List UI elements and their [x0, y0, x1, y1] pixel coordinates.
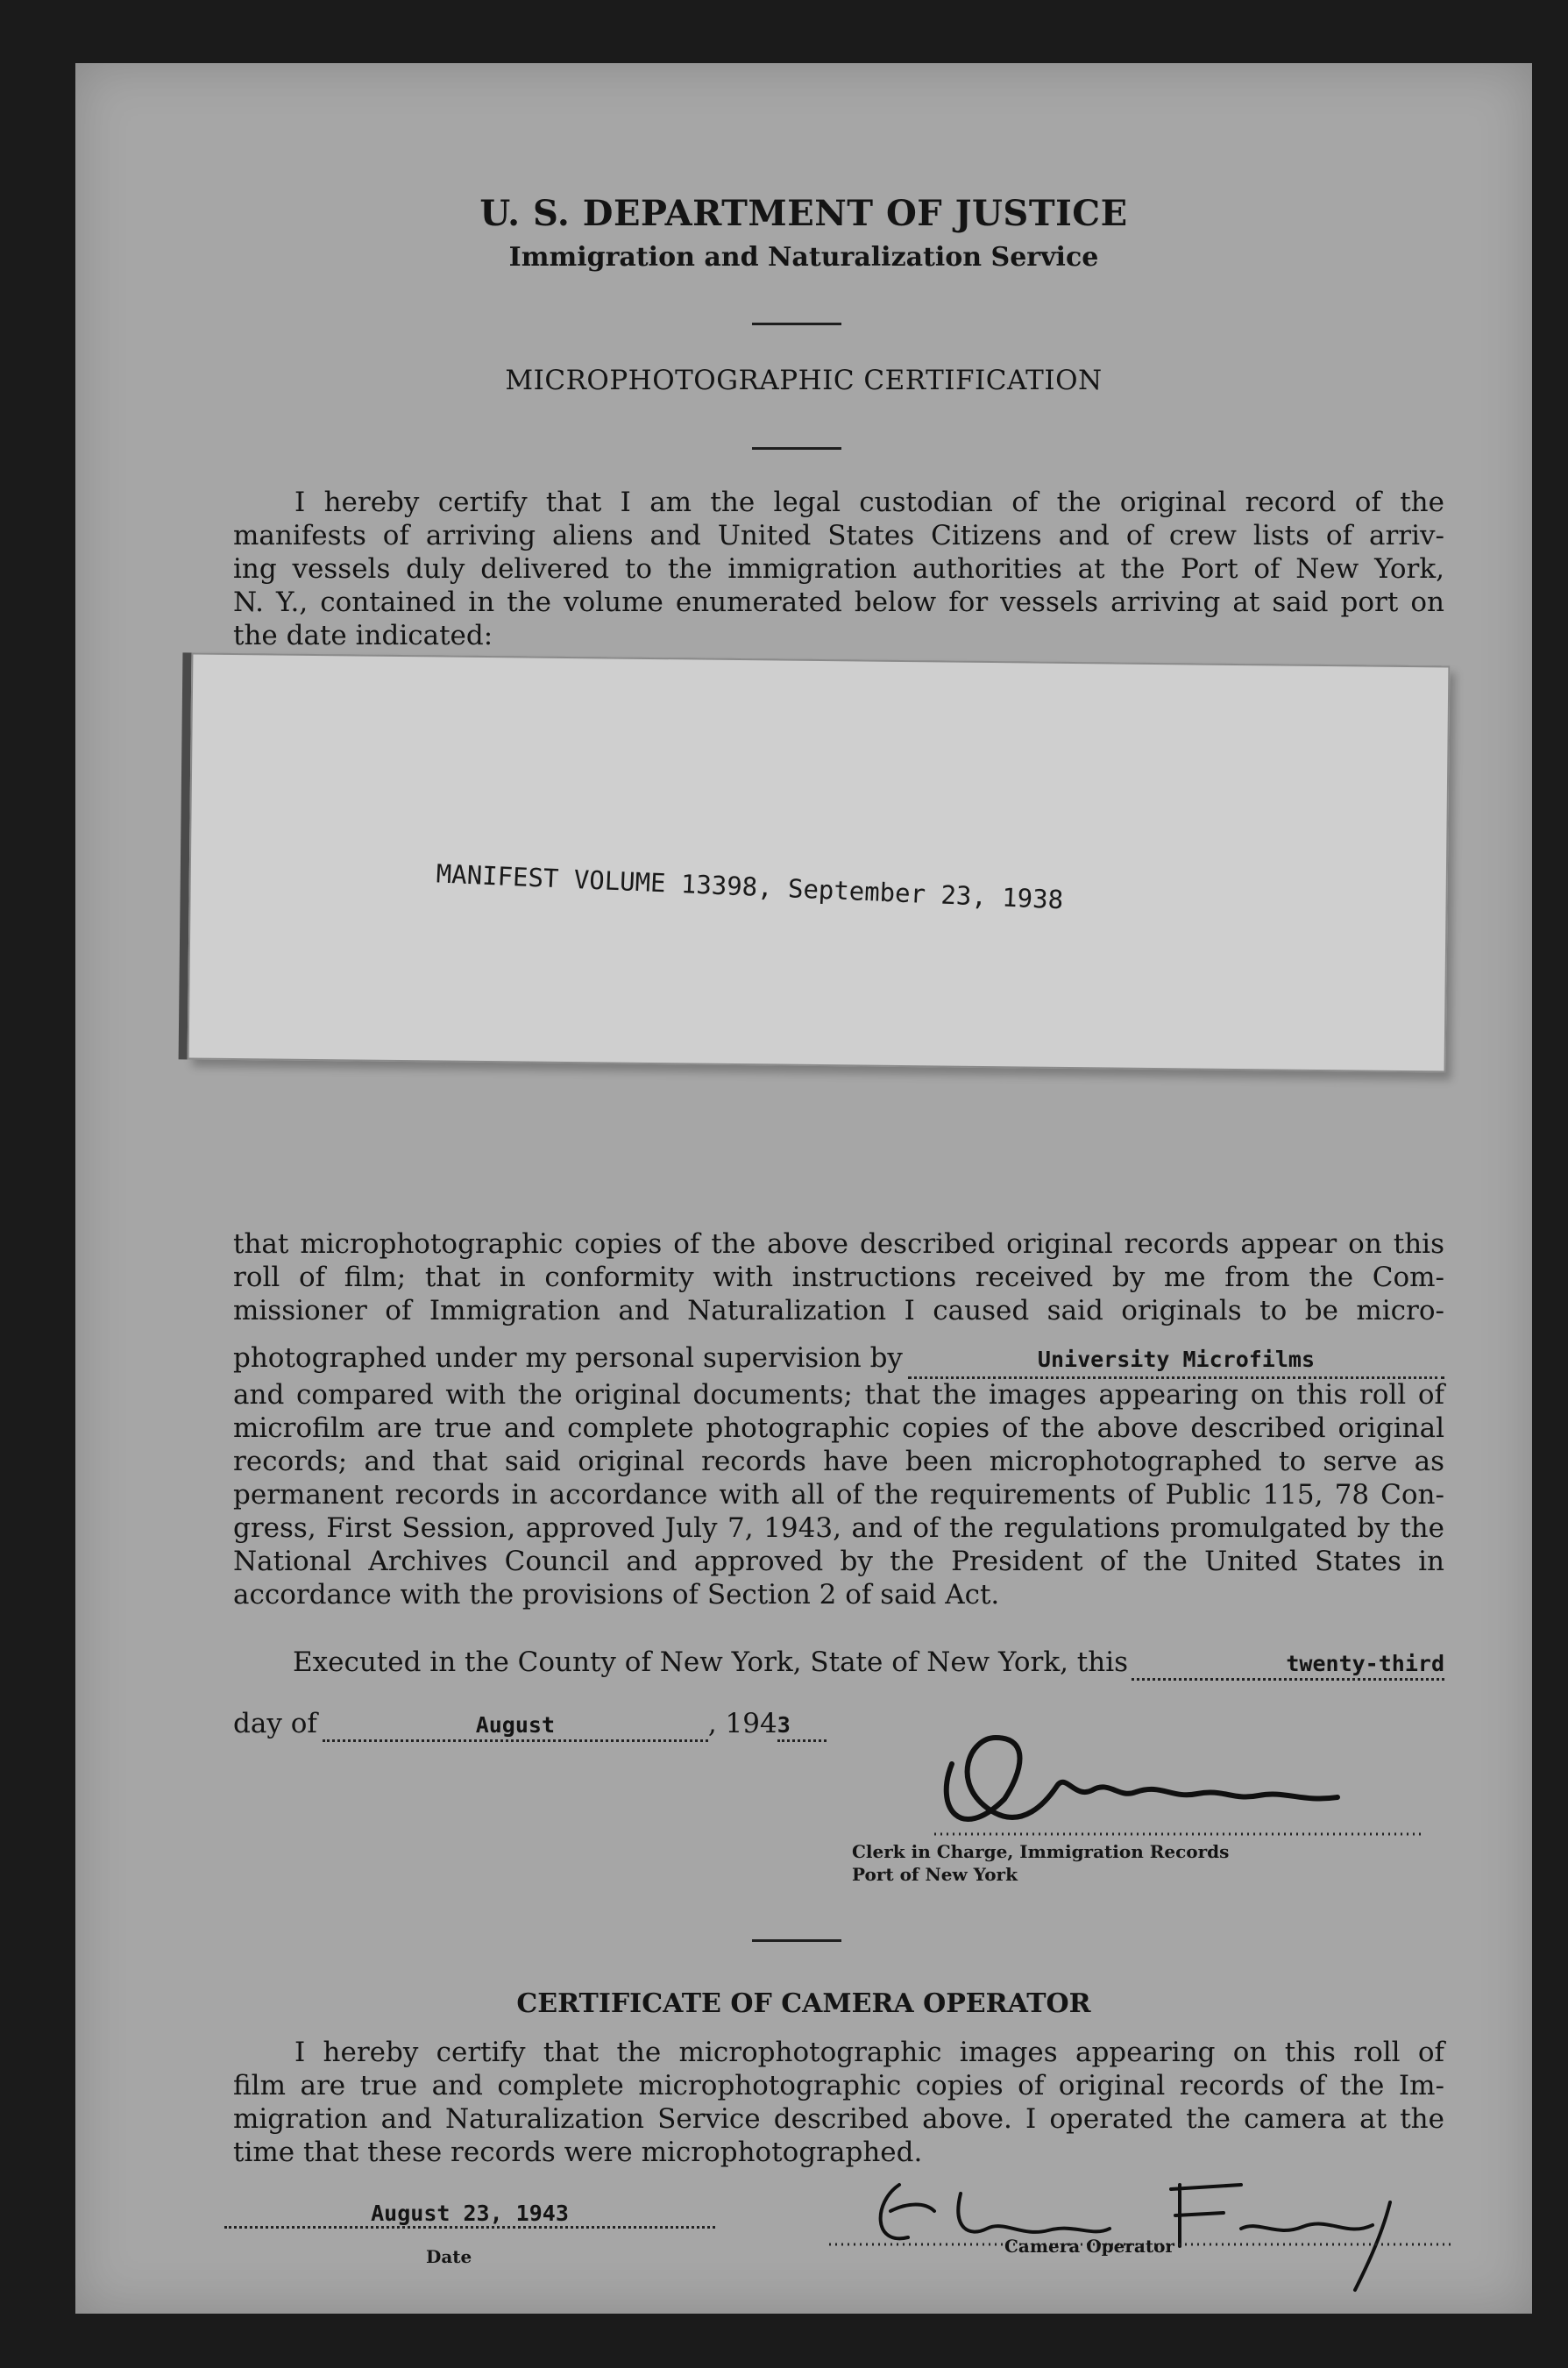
intro-line: I hereby certify that I am the legal custodian of the original record of the — [294, 487, 1444, 518]
body-paragraph-a — [233, 1227, 1444, 1327]
body-line: roll of film; that in conformity with instructions received by me from the Com- — [233, 1262, 1444, 1293]
body-line: gress, First Session, approved July 7, 1943, and of the regulations promulgated by the — [233, 1512, 1444, 1544]
day-field — [1132, 1646, 1444, 1681]
body-paragraph-b — [233, 1378, 1444, 1611]
camera-operator-signature — [829, 2150, 1460, 2290]
date-executed-line — [233, 1708, 827, 1742]
service-subheading: Immigration and Naturalization Service — [508, 242, 1099, 273]
camera-line: migration and Naturalization Service described above. I operated the camera at the — [233, 2103, 1444, 2135]
camera-line: film are true and complete microphotographic copies of original records of the Im- — [233, 2070, 1444, 2101]
divider-third — [752, 1939, 841, 1942]
day-of-label: day of — [233, 1708, 317, 1739]
supervision-line — [233, 1341, 1444, 1379]
body-line: National Archives Council and approved by the President of the United States in — [233, 1546, 1444, 1577]
month-field — [323, 1708, 708, 1742]
day-value: twenty-third — [1286, 1651, 1444, 1676]
intro-line: N. Y., contained in the volume enumerated below for vessels arriving at said port on — [233, 587, 1444, 618]
executed-prefix: Executed in the County of New York, State of New York, this — [293, 1646, 1129, 1678]
body-line: microfilm are true and complete photographic copies of the above described original — [233, 1412, 1444, 1444]
camera-date-value: August 23, 1943 — [371, 2201, 569, 2226]
camera-line: I hereby certify that the microphotographic images appearing on this roll of — [294, 2037, 1444, 2068]
body-line: accordance with the provisions of Section 2 of said Act. — [233, 1579, 1000, 1611]
year-field — [777, 1708, 827, 1742]
manifest-slip — [188, 652, 1451, 1072]
body-line: permanent records in accordance with all of the requirements of Public 115, 78 Con- — [233, 1479, 1444, 1511]
intro-line: manifests of arriving aliens and United States Citizens and of crew lists of arriv- — [233, 520, 1444, 551]
intro-line: the date indicated: — [233, 620, 493, 651]
camera-date-field — [224, 2201, 715, 2229]
intro-line: ing vessels duly delivered to the immigration authorities at the Port of New York, — [233, 553, 1444, 585]
year-value: 3 — [777, 1712, 791, 1738]
camera-certificate-title: CERTIFICATE OF CAMERA OPERATOR — [516, 1988, 1091, 2019]
supervision-field — [908, 1341, 1444, 1379]
certification-title: MICROPHOTOGRAPHIC CERTIFICATION — [505, 365, 1103, 396]
divider-second — [752, 447, 841, 450]
supervision-value: University Microfilms — [1037, 1347, 1315, 1372]
camera-line: time that these records were microphotographed. — [233, 2137, 923, 2168]
year-prefix: , 194 — [707, 1708, 777, 1739]
intro-paragraph — [233, 486, 1444, 652]
manifest-volume-text: MANIFEST VOLUME 13398, September 23, 1938 — [436, 858, 1064, 915]
executed-line — [293, 1646, 1444, 1681]
divider-top — [752, 323, 841, 325]
certificate-page — [75, 63, 1532, 2314]
supervision-prefix: photographed under my personal supervision by — [233, 1342, 903, 1374]
clerk-title-line2: Port of New York — [852, 1864, 1018, 1885]
clerk-title-line1: Clerk in Charge, Immigration Records — [852, 1841, 1230, 1862]
body-line: missioner of Immigration and Naturalization I caused said originals to be micro- — [233, 1295, 1444, 1326]
agency-heading: U. S. DEPARTMENT OF JUSTICE — [479, 193, 1128, 234]
camera-date-label: Date — [426, 2246, 472, 2267]
body-line: and compared with the original documents; that the images appearing on this roll of — [233, 1379, 1444, 1411]
month-value: August — [475, 1712, 555, 1738]
body-line: records; and that said original records have been microphotographed to serve as — [233, 1446, 1444, 1477]
clerk-signature — [899, 1703, 1443, 1843]
camera-operator-label: Camera Operator — [1004, 2236, 1174, 2257]
body-line: that microphotographic copies of the above described original records appear on this — [233, 1228, 1444, 1260]
